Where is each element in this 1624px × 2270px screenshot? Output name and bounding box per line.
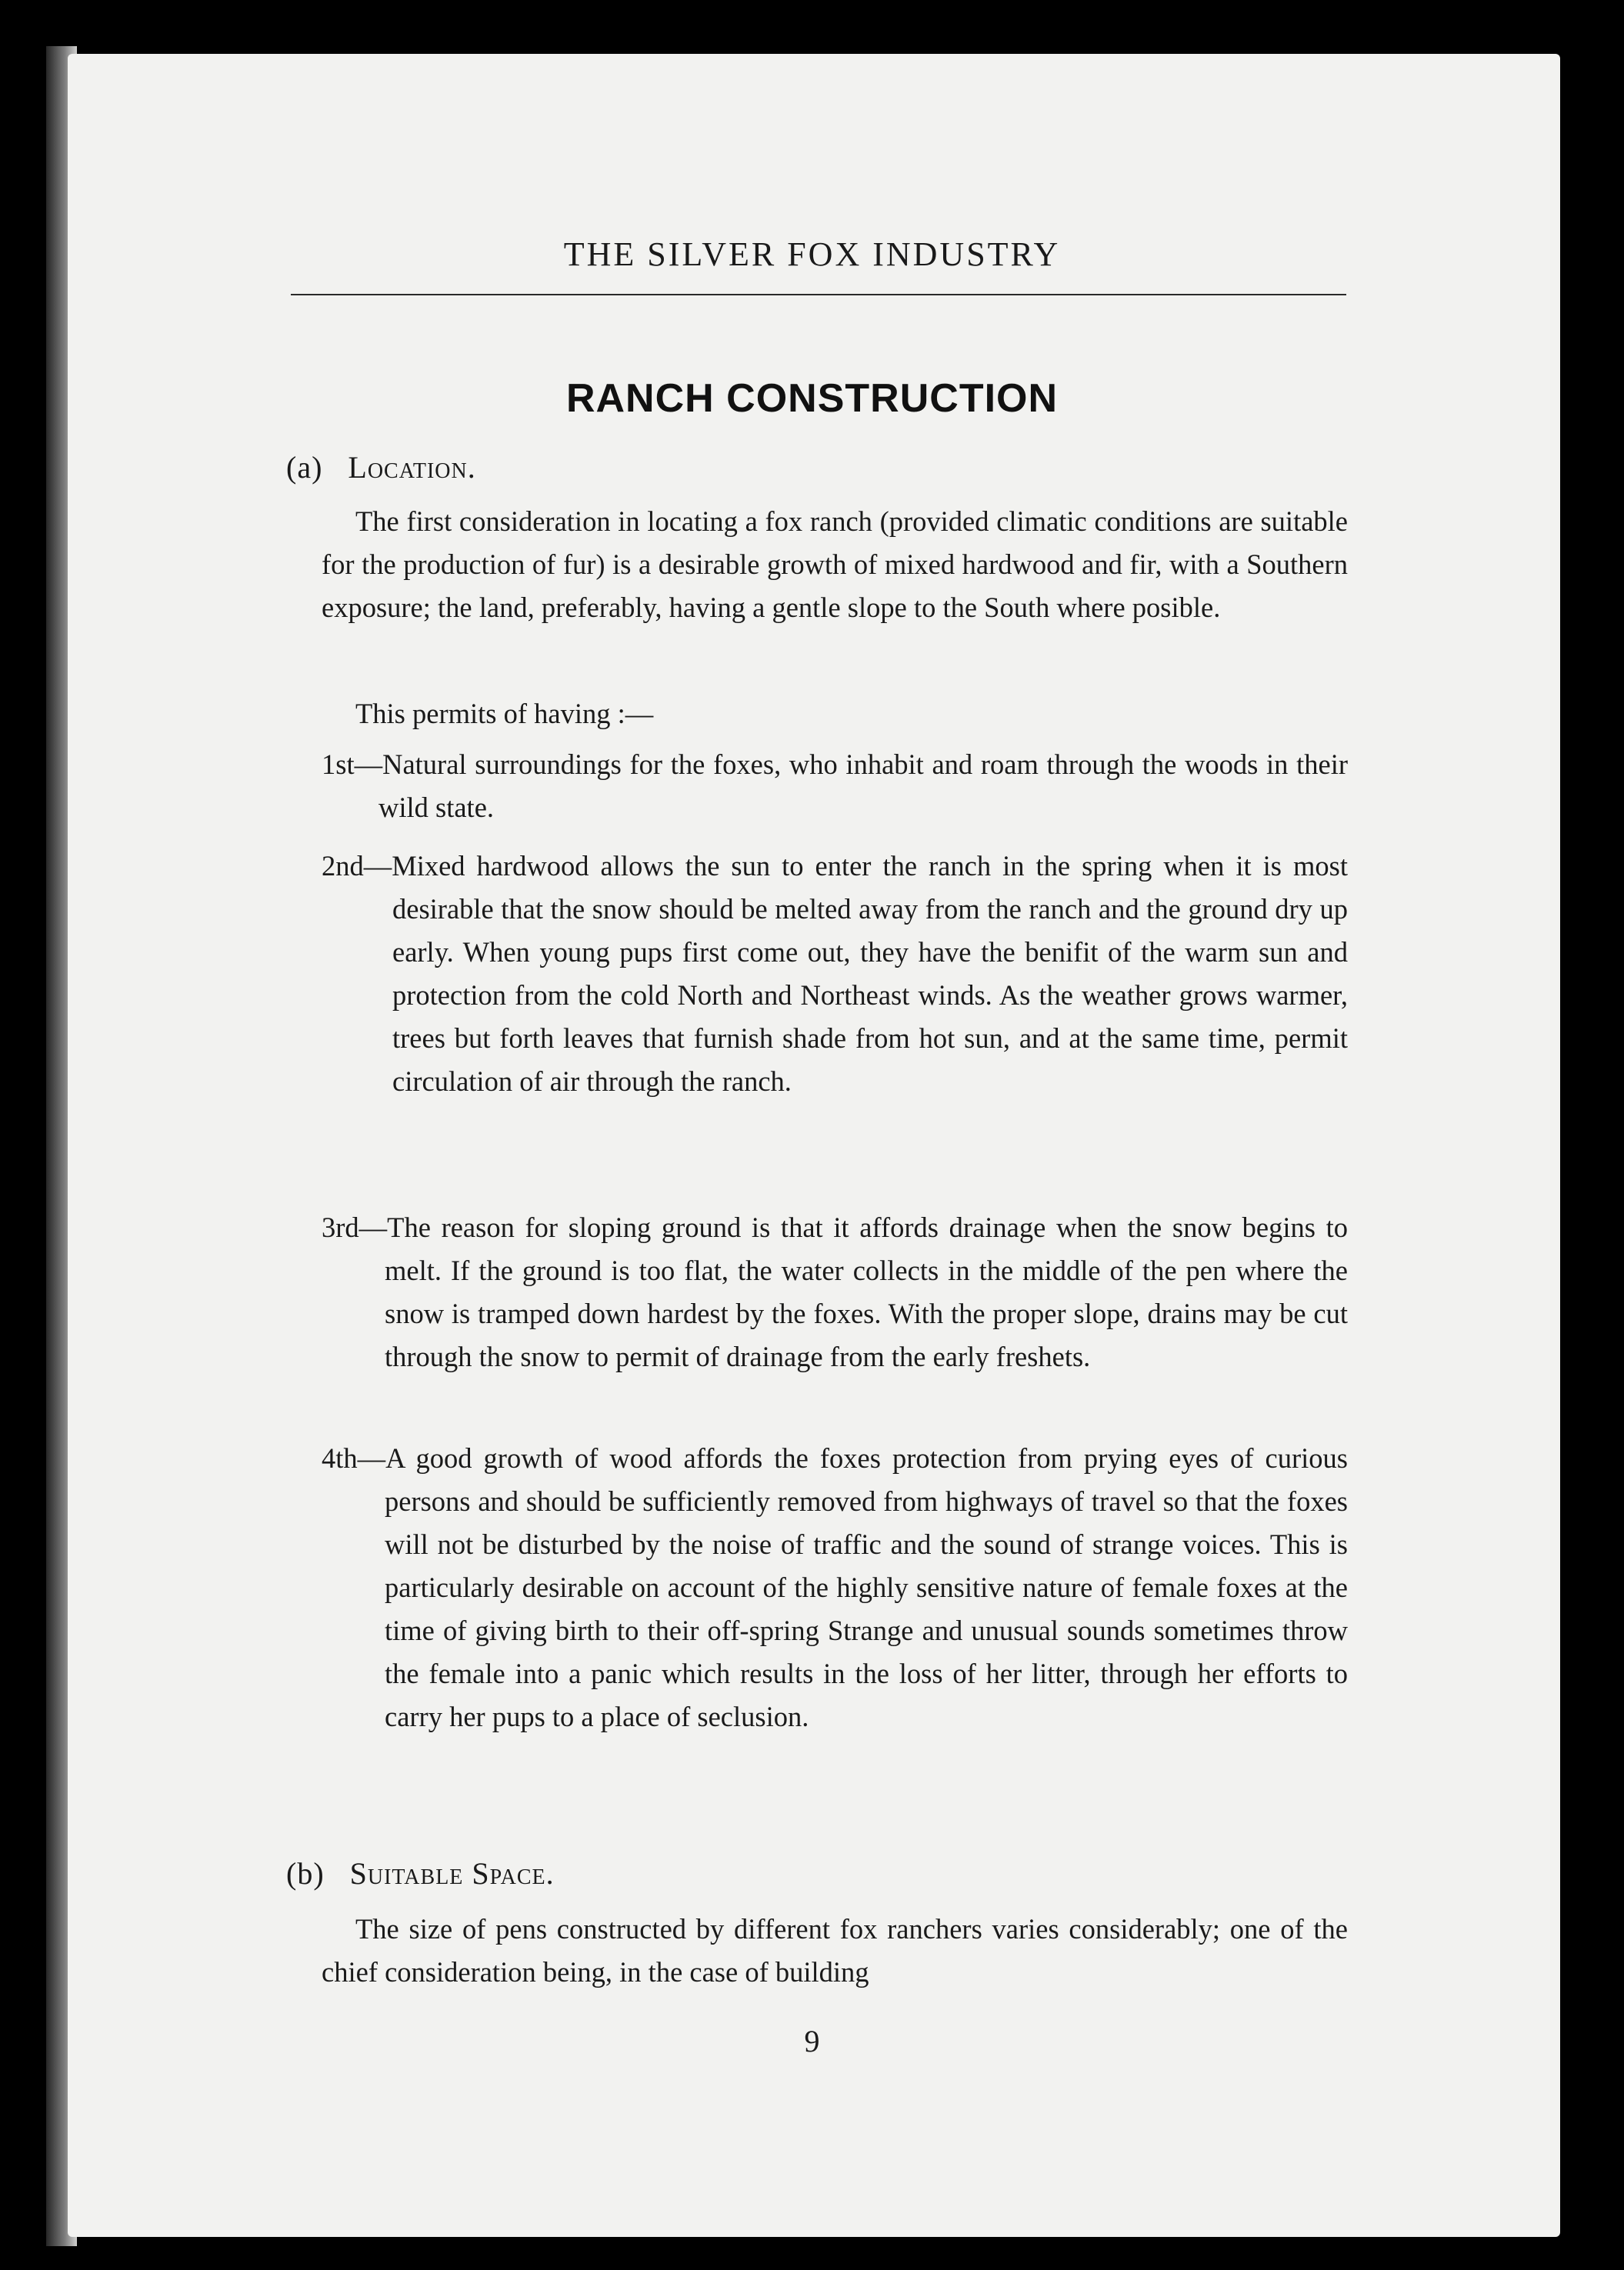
list-item-number: 4th— [322, 1442, 386, 1474]
section-b-title: Suitable Space. [349, 1856, 555, 1891]
section-a-heading [286, 449, 476, 485]
paragraph-location: The first consideration in locating a fox ranch (provided climatic conditions are suitable for the production of fur) is a desirable growth of mixed hardwood and fir, with a Southern exposure; the land, preferably, having a gentle slope to the South where posible. [322, 505, 1348, 623]
section-a-marker: (a) [286, 450, 323, 485]
header-rule [291, 294, 1346, 295]
running-head: THE SILVER FOX INDUSTRY [563, 235, 1061, 273]
section-a-title: Location. [348, 450, 476, 485]
paragraph-suitable-space: The size of pens constructed by different fox ranchers varies considerably; one of the chief consideration being, in the case of building [322, 1913, 1348, 1988]
section-b-marker: (b) [286, 1856, 325, 1891]
list-item-number: 1st— [322, 748, 383, 780]
list-item-text: Mixed hardwood allows the sun to enter the ranch in the spring when it is most desirable that the snow should be melted away from the ranch and the ground dry up early. When young pups first come out, they have the benifit of the warm sun and protection from the cold North and Northeast winds. As the weather grows warmer, trees but forth leaves that furnish shade from hot sun, and at the same time, permit circulation of air through the ranch. [392, 850, 1348, 1097]
page-number: 9 [804, 2024, 820, 2058]
list-item [322, 1206, 1348, 1378]
list-item-text: Natural surroundings for the foxes, who inhabit and roam through the woods in their wild state. [378, 748, 1348, 823]
chapter-title: RANCH CONSTRUCTION [565, 376, 1059, 421]
list-item-number: 2nd— [322, 850, 392, 882]
list-item-text: The reason for sloping ground is that it affords drainage when the snow begins to melt. If the ground is too flat, the water collects in the middle of the pen where the snow is tramped down hardest by the foxes. With the proper slope, drains may be cut through the snow to permit of drainage from the early freshets. [385, 1212, 1348, 1372]
list-item-text: A good growth of wood affords the foxes protection from prying eyes of curious persons and should be sufficiently removed from highways of travel so that the foxes will not be disturbed by the noise of traffic and the sound of strange voices. This is particularly desirable on account of the highly sensitive nature of female foxes at the time of giving birth to their off-spring Strange and unusual sounds sometimes throw the female into a panic which results in the loss of her litter, through her efforts to carry her pups to a place of seclusion. [385, 1442, 1348, 1732]
paragraph-permits: This permits of having :— [355, 698, 654, 729]
list-item-number: 3rd— [322, 1212, 388, 1243]
list-item [322, 743, 1348, 829]
list-item [322, 1437, 1348, 1738]
section-b-heading [286, 1855, 555, 1892]
list-item [322, 845, 1348, 1103]
